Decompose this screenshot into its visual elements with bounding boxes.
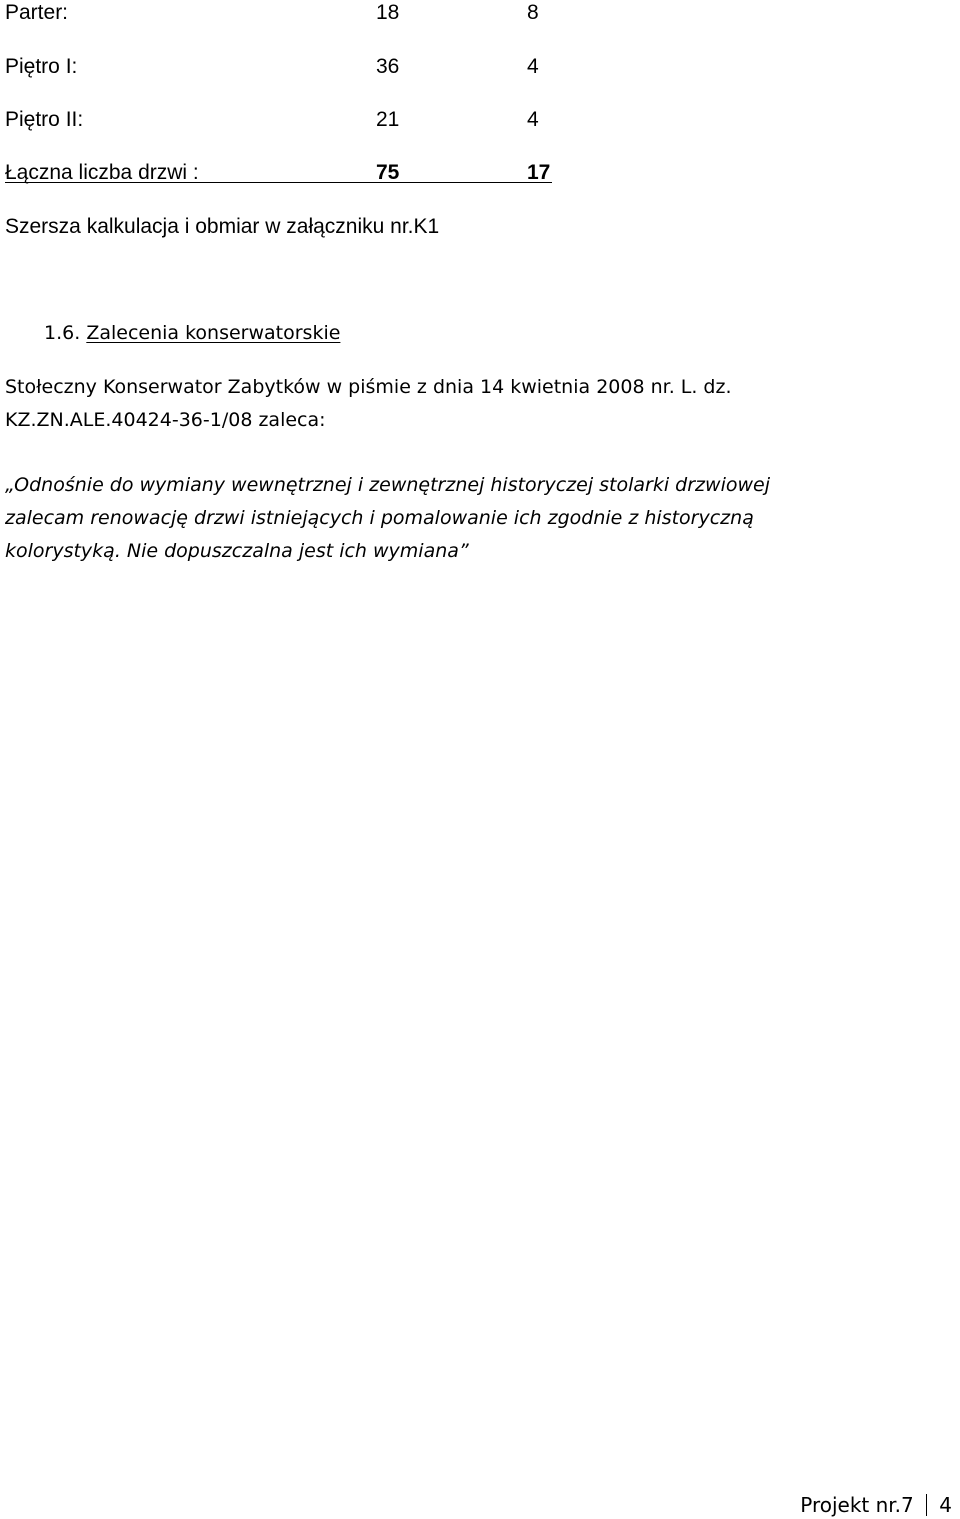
intro-line-2: KZ.ZN.ALE.40424-36-1/08 zaleca: [5, 409, 326, 431]
total-value-a: 75 [376, 161, 400, 184]
row-value-b: 8 [527, 1, 539, 24]
row-label-pietro-1: Piętro I: [5, 55, 78, 78]
section-heading [44, 324, 340, 343]
row-value-a: 18 [376, 1, 400, 24]
footer-separator [926, 1494, 928, 1516]
total-value-b: 17 [527, 161, 551, 184]
quote-line-1: „Odnośnie do wymiany wewnętrznej i zewnętrznej historyczej stolarki drzwiowej [5, 474, 770, 496]
quote-line-2: zalecam renowację drzwi istniejących i pomalowanie ich zgodnie z historyczną [5, 507, 754, 529]
page-footer [800, 1494, 952, 1515]
footer-page-number: 4 [939, 1493, 952, 1517]
intro-line-1: Stołeczny Konserwator Zabytków w piśmie z dnia 14 kwietnia 2008 nr. L. dz. [5, 376, 732, 398]
footer-project: Projekt nr.7 [800, 1493, 914, 1517]
row-label-parter: Parter: [5, 1, 69, 24]
row-value-a: 21 [376, 108, 400, 131]
row-label-pietro-2: Piętro II: [5, 108, 84, 131]
row-value-b: 4 [527, 108, 539, 131]
row-value-a: 36 [376, 55, 400, 78]
section-number: 1.6. [44, 322, 81, 344]
total-label: Łączna liczba drzwi : [5, 161, 199, 184]
calculation-note: Szersza kalkulacja i obmiar w załączniku nr.K1 [5, 215, 440, 238]
section-title: Zalecenia konserwatorskie [86, 322, 341, 344]
total-underline [5, 182, 552, 183]
quote-line-3: kolorystyką. Nie dopuszczalna jest ich wymiana” [5, 540, 469, 562]
row-value-b: 4 [527, 55, 539, 78]
